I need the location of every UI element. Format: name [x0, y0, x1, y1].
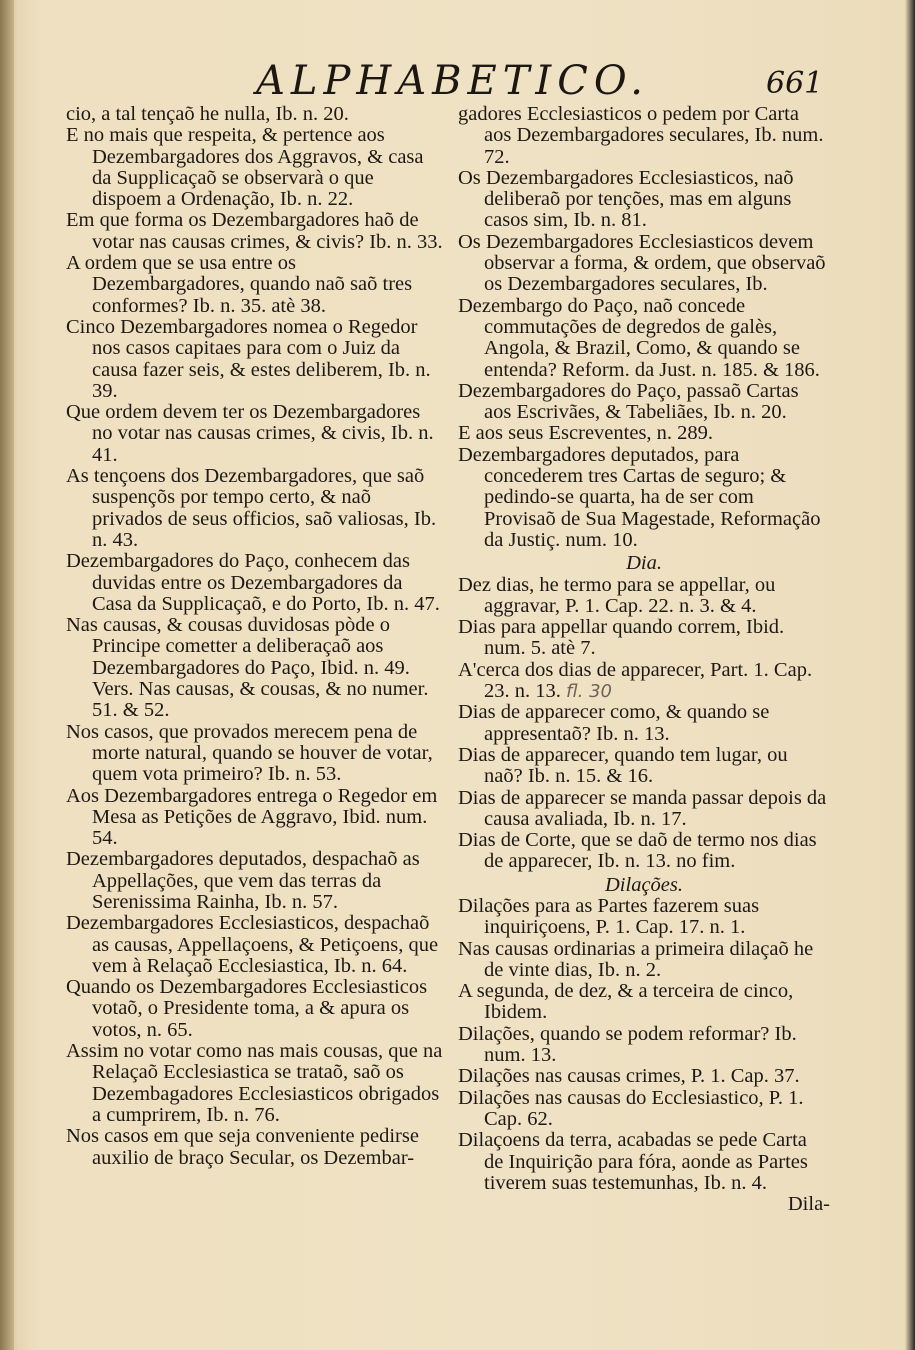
index-entry: Que ordem devem ter os Dezembargadores no votar nas causas crimes, & civis, Ib. n. 41. [66, 401, 434, 466]
index-entry: cio, a tal tençaõ he nulla, Ib. n. 20. [66, 103, 349, 125]
page-gutter [0, 0, 14, 1350]
right-column [458, 104, 830, 1215]
index-entry: Dilações, quando se podem reformar? Ib. num. 13. [458, 1022, 797, 1067]
index-entry: Dilações para as Partes fazerem suas inquiriçoens, P. 1. Cap. 17. n. 1. [458, 894, 760, 939]
index-entry: A ordem que se usa entre os Dezembargadores, quando naõ saõ tres conformes? Ib. n. 35. atè 38. [66, 252, 413, 317]
index-entry: Cinco Dezembargadores nomea o Regedor nos casos capitaes para com o Juiz da causa fazer seis, & estes deliberem, Ib. n. 39. [66, 315, 431, 402]
index-entry: Aos Dezembargadores entrega o Regedor em Mesa as Petições de Aggravo, Ibid. num. 54. [66, 784, 438, 850]
index-entry: Dias de Corte, que se daõ de termo nos dias de apparecer, Ib. n. 13. no fim. [458, 829, 817, 873]
handwritten-annotation: fl. 30 [566, 681, 612, 703]
index-entry: Dilações nas causas do Ecclesiastico, P. 1. Cap. 62. [458, 1086, 804, 1130]
index-entry: Dilaçoens da terra, acabadas se pede Carta de Inquirição para fóra, aonde as Partes tiverem suas testemunhas, Ib. n. 4. [458, 1129, 808, 1194]
index-entry: Dezembargadores do Paço, passaõ Cartas aos Escrivães, & Tabeliães, Ib. n. 20. [458, 379, 799, 424]
index-entry: As tençoens dos Dezembargadores, que saõ suspençõs por tempo certo, & naõ privados de seus officios, saõ valiosas, Ib. n. 43. [66, 465, 437, 551]
section-heading-dia: Dia. [626, 552, 662, 575]
index-entry: Dezembargo do Paço, naõ concede commutações de degredos de galès, Angola, & Brazil, Como, & quando se entenda? Reform. da Just. n. 185. & 186. [458, 294, 820, 381]
entry-text: A'cerca dos dias de apparecer, Part. 1. Cap. 23. n. 13. [458, 658, 813, 703]
index-entry: Nas causas, & cousas duvidosas pòde o Principe cometter a deliberaçaõ aos Dezembargadores do Paço, Ibid. n. 49. Vers. Nas causas, & cousas, & no numer. 51. & 52. [66, 614, 429, 722]
index-entry: Nas causas ordinarias a primeira dilaçaõ he de vinte dias, Ib. n. 2. [458, 937, 814, 981]
index-entry: Dezembargadores deputados, despachaõ as Appellações, que vem das terras da Serenissima Rainha, Ib. n. 57. [66, 848, 420, 913]
index-entry: Assim no votar como nas mais cousas, que na Relaçaõ Ecclesiastica se trataõ, saõ os Dezembagadores Ecclesiasticos obrigados a cumprirem, Ib. n. 76. [66, 1040, 443, 1126]
index-entry: Dezembargadores Ecclesiasticos, despachaõ as causas, Appellaçoens, & Petiçoens, que vem à Relaçaõ Ecclesiastica, Ib. n. 64. [66, 912, 439, 977]
index-entry: Dezembargadores deputados, para concederem tres Cartas de seguro; & pedindo-se quarta, ha de ser com Provisaõ de Sua Magestade, Reformação da Justiç. num. 10. [458, 443, 821, 551]
index-entry: Dias de apparecer, quando tem lugar, ou naõ? Ib. n. 15. & 16. [458, 743, 788, 788]
index-entry: Dias de apparecer se manda passar depois da causa avaliada, Ib. n. 17. [458, 786, 827, 830]
page-header [0, 58, 915, 108]
page-number: 661 [766, 66, 824, 101]
section-heading-dilacoes: Dilações. [605, 873, 683, 896]
index-entry: Nos casos, que provados merecem pena de morte natural, quando se houver de votar, quem vota primeiro? Ib. n. 53. [66, 720, 433, 786]
index-entry: Os Dezembargadores Ecclesiasticos devem observar a forma, & ordem, que observaõ os Dezembargadores seculares, Ib. [458, 230, 826, 296]
index-entry: Os Dezembargadores Ecclesiasticos, naõ deliberaõ por tenções, mas em alguns casos sim, Ib. n. 81. [458, 166, 794, 232]
index-entry: E no mais que respeita, & pertence aos Dezembargadores dos Aggravos, & casa da Supplicaçaõ se observarà o que dispoem a Ordenação, Ib. n. 22. [66, 124, 424, 211]
index-entry: gadores Ecclesiasticos o pedem por Carta aos Dezembargadores seculares, Ib. num. 72. [458, 103, 824, 168]
index-entry: E aos seus Escreventes, n. 289. [458, 422, 714, 445]
index-entry: Dilações nas causas crimes, P. 1. Cap. 37. [458, 1065, 800, 1088]
index-entry: Dias para appellar quando correm, Ibid. num. 5. atè 7. [458, 616, 785, 660]
page-edge [905, 0, 915, 1350]
catchword: Dila- [787, 1193, 830, 1216]
index-entry: Dezembargadores do Paço, conhecem das duvidas entre os Dezembargadores da Casa da Supplicaçaõ, e do Porto, Ib. n. 47. [66, 550, 440, 615]
index-entry: Nos casos em que seja conveniente pedirse auxilio de braço Secular, os Dezembar- [66, 1125, 419, 1169]
left-column [66, 104, 443, 1169]
index-entry: Quando os Dezembargadores Ecclesiasticos votaõ, o Presidente toma, a & apura os votos, n. 65. [66, 976, 428, 1041]
index-entry: Dias de apparecer como, & quando se appresentaõ? Ib. n. 13. [458, 701, 770, 745]
running-title: ALPHABETICO. [256, 58, 649, 104]
index-entry [458, 660, 830, 703]
index-entry: Em que forma os Dezembargadores haõ de votar nas causas crimes, & civis? Ib. n. 33. [66, 209, 443, 253]
index-entry: Dez dias, he termo para se appellar, ou aggravar, P. 1. Cap. 22. n. 3. & 4. [458, 573, 776, 617]
index-entry: A segunda, de dez, & a terceira de cinco, Ibidem. [458, 980, 794, 1024]
